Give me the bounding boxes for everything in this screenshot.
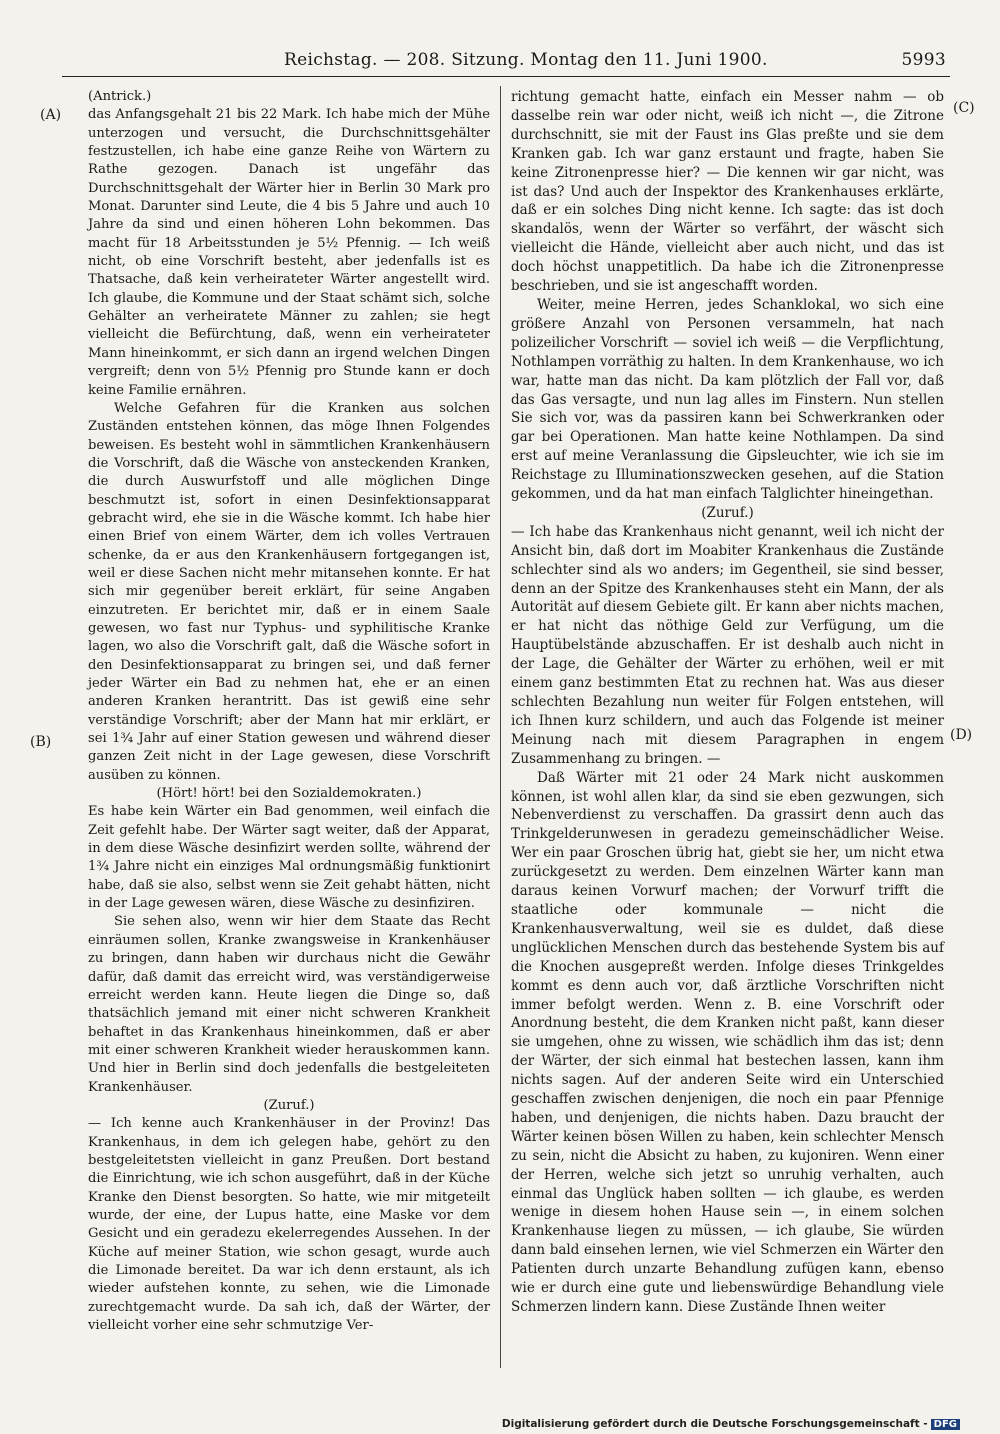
footer-text: Digitalisierung gefördert durch die Deutsche Forschungsgemeinschaft - xyxy=(501,1418,928,1430)
speaker-label: (Antrick.) xyxy=(88,89,152,104)
column-divider xyxy=(500,86,501,1368)
left-column xyxy=(88,88,490,1335)
interjection: (Zuruf.) xyxy=(263,1097,315,1113)
paragraph: Daß Wärter mit 21 oder 24 Mark nicht auskommen können, ist wohl allen klar, da sind sie eben gezwungen, sich Nebenverdienst zu verschaffen. Da grassirt denn auch das Trinkgelderunwesen in geradezu gemeinschädlicher Weise. Wer ein paar Groschen übrig hat, giebt sie her, um nicht etwa zurückgesetzt zu werden. Dem einzelnen Wärter kann man daraus keinen Vorwurf machen; der Vorwurf trifft die staatliche oder kommunale — nicht die Krankenhausverwaltung, weil sie es duldet, daß diese unglücklichen Menschen durch das bestehende System bis auf die Knochen ausgepreßt werden. Infolge dieses Trinkgeldes kommt es denn auch vor, daß ärztliche Vorschriften nicht immer befolgt werden. Wenn z. B. eine Vorschrift oder Anordnung besteht, die dem Kranken nicht paßt, kann dieser sie umgehen, ohne zu wissen, wie schädlich ihm das ist; denn der Wärter, der sich einmal hat bestechen lassen, kann ihm nichts sagen. Auf der anderen Seite wird ein Unterschied geschaffen zwischen denjenigen, die noch ein paar Pfennige haben, und denjenigen, die nichts haben. Dazu braucht der Wärter keinen bösen Willen zu haben, kein schlechter Mensch zu sein, nicht die Absicht zu haben, zu kujoniren. Wenn einer der Herren, welche sich jetzt so unruhig verhalten, auch einmal das Unglück haben sollten — ich glaube, es werden wenige in diesem hohen Hause sein —, in einem solchen Krankenhause liegen zu müssen, — ich glaube, Sie würden dann bald einsehen lernen, wie viel Schmerzen ein Wärter den Patienten durch unzarte Behandlung zufügen kann, ebenso wie er durch eine gute und liebenswürdige Behandlung viele Schmerzen lindern kann. Diese Zustände Ihnen weiter xyxy=(511,769,944,1315)
paragraph: das Anfangsgehalt 21 bis 22 Mark. Ich habe mich der Mühe unterzogen und versucht, die Durchschnittsgehälter festzustellen, ich habe eine ganze Reihe von Wärtern zu Rathe gezogen. Danach ist ungefähr das Durchschnittsgehalt der Wärter hier in Berlin 30 Mark pro Monat. Darunter sind Leute, die 4 bis 5 Jahre und auch 10 Jahre da sind und einen höheren Lohn bekommen. Das macht für 18 Arbeitsstunden je 5½ Pfennig. — Ich weiß nicht, ob eine Vorschrift besteht, aber jedenfalls ist es Thatsache, daß kein verheirateter Wärter angestellt wird. Ich glaube, die Kommune und der Staat schämt sich, solche Gehälter an verheiratete Männer zu zahlen; sie hegt vielleicht die Befürchtung, daß, wenn ein verheirateter Mann hineinkommt, er sich dann an irgend welchen Dingen vergreift; denn von 5½ Pfennig pro Stunde kann er doch keine Familie ernähren. xyxy=(88,107,490,398)
paragraph: — Ich kenne auch Krankenhäuser in der Provinz! Das Krankenhaus, in dem ich gelegen habe, gehört zu den bestgeleitetsten vielleicht in ganz Preußen. Dort bestand die Einrichtung, wie ich schon ausgeführt, daß in der Küche Kranke den Dienst besorgten. So hatte, wie mir mitgeteilt wurde, der eine, der Lupus hatte, eine Maske vor dem Gesicht und ein geradezu ekelerregendes Aussehen. In der Küche auf meiner Station, wie schon gesagt, wurde auch die Limonade bereitet. Da war ich denn erstaunt, als ich wieder aufstehen konnte, zu sehen, wie die Limonade zurechtgemacht wurde. Da sah ich, daß der Wärter, der vielleicht vorher eine sehr schmutzige Ver- xyxy=(88,1116,490,1334)
paragraph: Sie sehen also, wenn wir hier dem Staate das Recht einräumen sollen, Kranke zwangsweise in Krankenhäuser zu bringen, dann haben wir durchaus nicht die Gewähr dafür, daß damit das erreicht wird, was verständigerweise erreicht werden kann. Heute liegen die Dinge so, daß thatsächlich jemand mit einer nicht schweren Krankheit behaftet in das Krankenhaus hineinkommen, daß er aber mit einer schweren Krankheit wieder herauskommen kann. Und hier in Berlin sind doch jedenfalls die bestgeleiteten Krankenhäuser. xyxy=(88,914,490,1095)
page-number: 5993 xyxy=(901,50,946,70)
margin-label-c: (C) xyxy=(953,100,975,116)
paragraph: — Ich habe das Krankenhaus nicht genannt, weil ich nicht der Ansicht bin, daß dort im Moabiter Krankenhaus die Zustände schlechter sind als wo anders; im Gegentheil, sie sind besser, denn an der Spitze des Krankenhauses steht ein Mann, der als Autorität auf diesem Gebiete gilt. Er kann aber nichts machen, er hat nicht das nöthige Geld zur Verfügung, um die Hauptübelstände abzuschaffen. Er ist deshalb auch nicht in der Lage, die Gehälter der Wärter zu erhöhen, weil er mit einem ganz bestimmten Etat zu rechnen hat. Was aus dieser schlechten Bezahlung nun weiter für Folgen entstehen, will ich Ihnen kurz schildern, und auch das Folgende ist meiner Meinung nach mit diesem Paragraphen in engem Zusammenhang zu bringen. — xyxy=(511,523,944,767)
interjection: (Hört! hört! bei den Sozialdemokraten.) xyxy=(156,786,422,802)
paragraph: Weiter, meine Herren, jedes Schanklokal, wo sich eine größere Anzahl von Personen versammeln, hat nach polizeilicher Vorschrift — soviel ich weiß — die Verpflichtung, Nothlampen vorräthig zu halten. In dem Krankenhause, wo ich war, hatte man das nicht. Da kam plötzlich der Fall vor, daß das Gas versagte, und nun lag alles im Finstern. Nun stellen Sie sich vor, was da passiren kann bei Schwerkranken oder gar bei Operationen. Man hatte keine Nothlampen. Da sind erst auf meine Veranlassung die Gipsleuchter, wie ich sie im Reichstage zu Illuminationszwecken gesehen, auf die Station gekommen, und da hat man einfach Talglichter hineingethan. xyxy=(511,296,944,503)
margin-label-b: (B) xyxy=(30,734,52,750)
running-head: Reichstag. — 208. Sitzung. Montag den 11. Juni 1900. xyxy=(284,50,768,70)
footer xyxy=(502,1418,960,1430)
interjection: (Zuruf.) xyxy=(701,504,754,521)
right-column xyxy=(511,88,944,1317)
margin-label-a: (A) xyxy=(40,107,62,123)
dfg-logo: DFG xyxy=(931,1419,960,1430)
paragraph: Welche Gefahren für die Kranken aus solchen Zuständen entstehen können, das möge Ihnen Folgendes beweisen. Es besteht wohl in sämmtlichen Krankenhäusern die Vorschrift, daß die Wäsche von ansteckenden Kranken, die durch Auswurfstoff und alle möglichen Dinge beschmutzt ist, sofort in einen Desinfektionsapparat gebracht wird, ehe sie in die Wäsche kommt. Ich habe hier einen Brief von einem Wärter, dem ich volles Vertrauen schenke, da er aus den Krankenhäusern fortgegangen ist, weil er diese Sachen nicht mehr mitansehen konnte. Er hat sich mir gegenüber bereit erklärt, für seine Angaben einzutreten. Er berichtet mir, daß er in einem Saale gewesen, wo fast nur Typhus- und syphilitische Kranke lagen, wo also die Vorschrift galt, daß die Wäsche sofort in den Desinfektionsapparat zu bringen sei, und daß ferner jeder Wärter ein Bad zu nehmen hat, ehe er an einen anderen Kranken herantritt. Das ist gewiß eine sehr verständige Vorschrift; aber der Mann hat mir erklärt, er sei 1¾ Jahr auf einer Station gewesen und während dieser ganzen Zeit nicht in der Lage gewesen, diese Vorschrift ausüben zu können. xyxy=(88,400,490,783)
running-header xyxy=(62,50,950,77)
paragraph: richtung gemacht hatte, einfach ein Messer nahm — ob dasselbe rein war oder nicht, weiß ich nicht —, die Zitrone durchschnitt, sie mit der Faust ins Glas preßte und sie dem Kranken gab. Ich war ganz erstaunt und fragte, haben Sie keine Zitronenpresse hier? — Die kennen wir gar nicht, was ist das? Und auch der Inspektor des Krankenhauses erklärte, daß er ein solches Ding nicht kenne. Ich sagte: das ist doch skandalös, wenn der Wärter so verfährt, der wäscht sich vielleicht die Hände, vielleicht aber auch nicht, und das ist doch höchst unappetitlich. Da habe ich die Zitronenpresse beschrieben, und sie ist angeschafft worden. xyxy=(511,89,944,295)
margin-label-d: (D) xyxy=(950,727,973,743)
paragraph: Es habe kein Wärter ein Bad genommen, weil einfach die Zeit gefehlt habe. Der Wärter sagt weiter, daß der Apparat, in dem diese Wäsche desinfizirt werden sollte, während der 1¾ Jahre nicht ein einziges Mal ordnungsmäßig funktionirt habe, daß sie also, selbst wenn sie Zeit gehabt hätten, nicht in der Lage gewesen wären, diese Wäsche zu desinfiziren. xyxy=(88,804,490,912)
